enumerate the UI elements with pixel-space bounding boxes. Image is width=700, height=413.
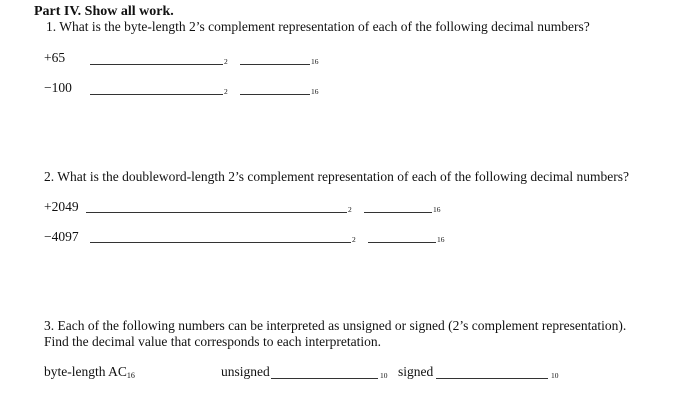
question-3-text-line-2: Find the decimal value that corresponds to each interpretation. [44,334,382,349]
question-3-text-line-1: Each of the following numbers can be interpreted as unsigned or signed (2’s complement representation). [57,318,627,333]
q3-unsigned-label: unsigned [221,364,270,379]
q1-answer-1-base2-line[interactable] [90,64,223,65]
q3-item-label-text: byte-length AC [44,364,127,379]
q2-value-1: +2049 [44,199,79,214]
question-1-number: 1. [46,19,57,34]
q2-answer-1-base2-line[interactable] [86,212,347,213]
q2-answer-2-base2-subscript: 2 [352,235,356,244]
q2-value-2: −4097 [44,229,79,244]
question-1-text: What is the byte-length 2’s complement representation of each of the following decimal numbers? [59,19,590,34]
question-3-line-1 [44,318,626,334]
q1-answer-2-base2-subscript: 2 [224,87,228,96]
q1-answer-1-base16-line[interactable] [240,64,310,65]
q3-item-label [44,364,135,380]
q1-answer-2-base16-line[interactable] [240,94,310,95]
q3-unsigned-base: 10 [380,371,388,380]
q2-answer-2-base16-subscript: 16 [437,235,445,244]
q2-answer-1-base16-line[interactable] [364,212,432,213]
question-2-number: 2. [44,169,55,184]
q3-unsigned-answer-line[interactable] [271,378,378,379]
q3-signed-answer-line[interactable] [436,378,548,379]
q2-answer-2-base2-line[interactable] [90,242,351,243]
q1-answer-2-base2-line[interactable] [90,94,223,95]
question-2-text: What is the doubleword-length 2’s complement representation of each of the following decimal numbers? [57,169,629,184]
q2-answer-2-base16-line[interactable] [368,242,436,243]
part-title: Part IV. Show all work. [34,4,174,19]
q1-value-2: −100 [44,80,72,95]
question-1 [46,19,590,35]
q1-value-1: +65 [44,50,66,65]
q1-answer-2-base16-subscript: 16 [311,87,319,96]
q2-answer-1-base16-subscript: 16 [433,205,441,214]
question-3-number: 3. [44,318,55,333]
q3-signed-base: 10 [551,371,559,380]
q1-answer-1-base16-subscript: 16 [311,57,319,66]
question-2 [44,169,629,185]
q2-answer-1-base2-subscript: 2 [348,205,352,214]
q3-signed-label: signed [398,364,434,379]
q3-item-label-base: 16 [126,371,135,380]
q1-answer-1-base2-subscript: 2 [224,57,228,66]
